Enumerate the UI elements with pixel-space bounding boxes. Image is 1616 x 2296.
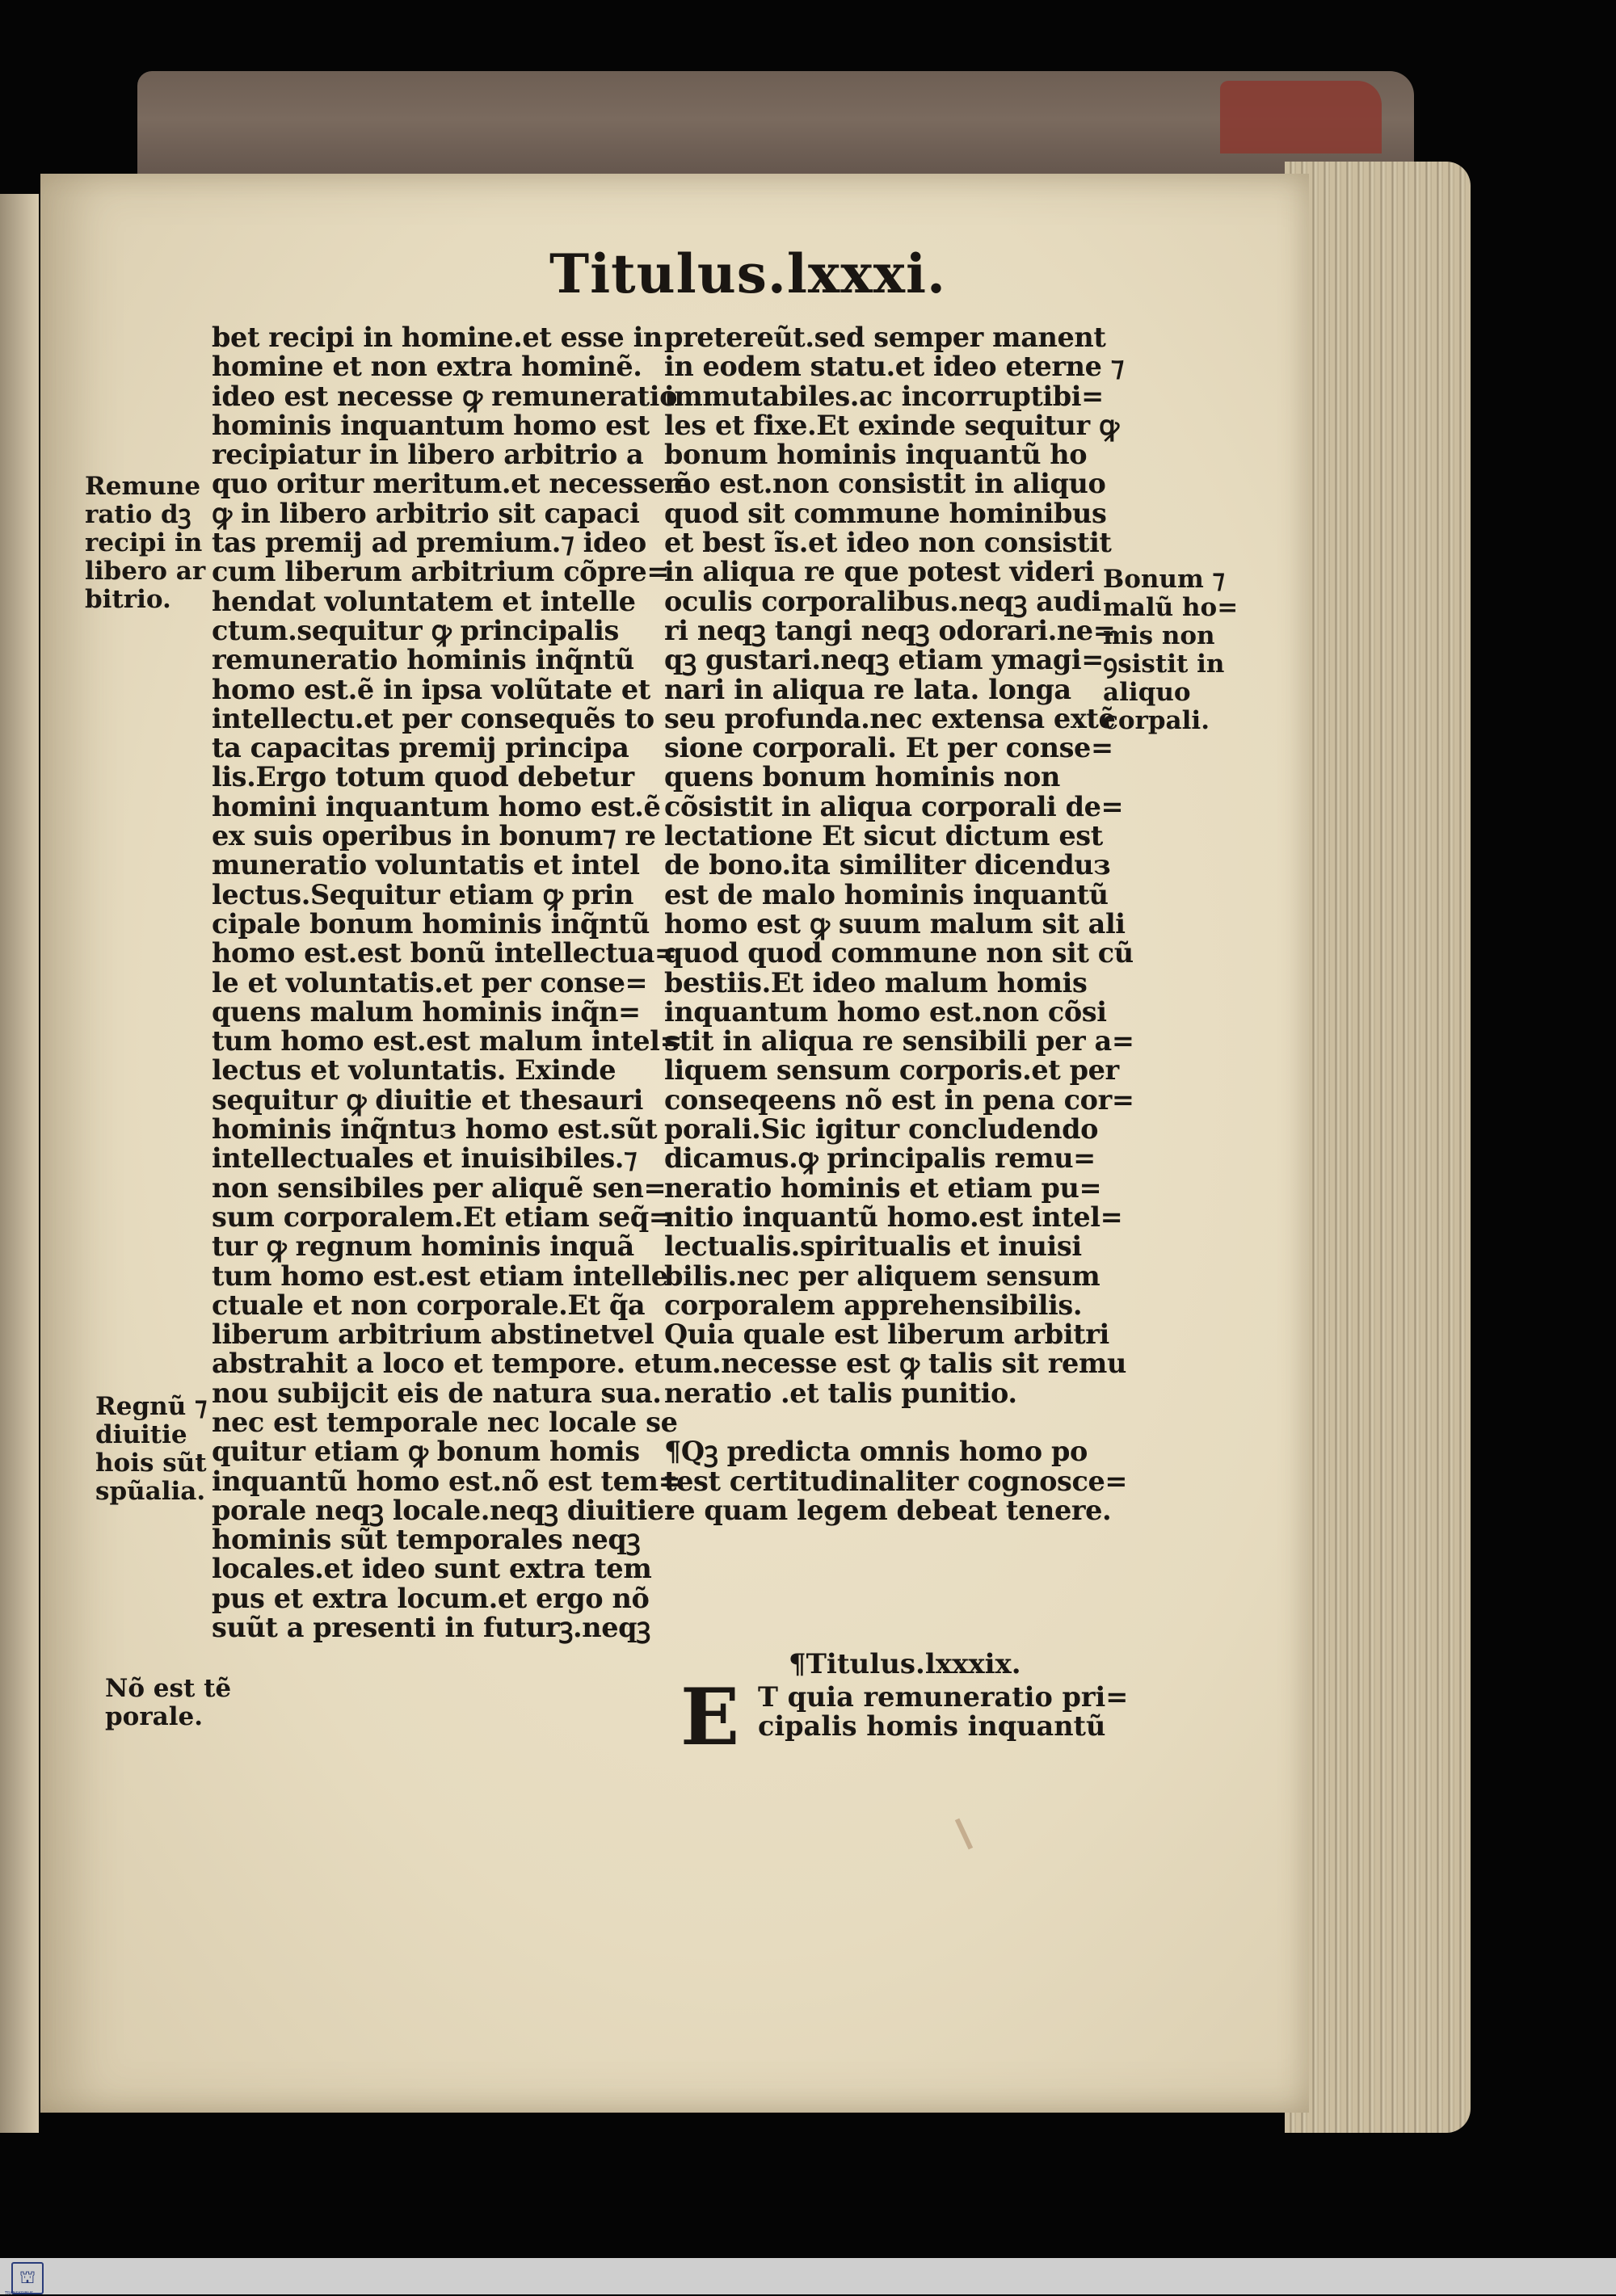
text-line: homo est.est bonũ intellectua= [212,937,677,969]
text-line: hendat voluntatem et intelle [212,585,636,617]
text-line: cipalis homis inquantũ [758,1710,1106,1743]
text-line: tur ꝙ regnum hominis inquã [212,1230,634,1263]
margin-note-line: libero ar [85,557,206,586]
text-line: muneratio voluntatis et intel [212,849,640,881]
text-line: test certitudinaliter cognosce= [664,1465,1128,1497]
text-line: nou subijcit eis de natura sua. [212,1377,662,1409]
cover-leather-patch [1220,81,1382,153]
text-line: cipale bonum hominis inq̃ntũ [212,907,650,940]
text-line: inquantum homo est.non cõsi [664,995,1107,1028]
text-line: corporalem apprehensibilis. [664,1289,1083,1321]
text-line: porali.Sic igitur concludendo [664,1113,1099,1146]
text-line: in aliqua re que potest videri [664,556,1095,588]
text-line: immutabiles.ac incorruptibi= [664,380,1104,412]
margin-note-line: malũ ho= [1103,593,1239,622]
margin-note-remuneratio [85,473,205,614]
margin-note-line: Nõ est tẽ [105,1674,232,1703]
text-line: de bono.ita similiter dicenduз [664,849,1111,881]
text-line: non sensibiles per aliquẽ sen= [212,1171,667,1204]
text-line: homo est.ẽ in ipsa volũtate et [212,673,650,705]
text-line: bilis.nec per aliquem sensum [664,1259,1100,1292]
right-text-column [664,322,1134,1526]
margin-note-non-est [105,1675,231,1731]
text-line: hominis inq̃ntuз homo est.sũt [212,1113,658,1146]
margin-note-regnum [95,1393,207,1506]
margin-note-bonum [1103,566,1238,735]
text-line: um.necesse est ꝙ talis sit remu [664,1348,1126,1380]
margin-note-line: Remune [85,472,201,501]
margin-note-line: corpali. [1103,706,1210,735]
margin-note-line: ꝯsistit in [1103,650,1225,679]
text-line: liberum arbitrium abstinetvel [212,1318,654,1351]
drop-cap: E [680,1672,740,1763]
text-line: conseqeens nõ est in pena cor= [664,1083,1134,1116]
text-line: intellectuales et inuisibiles.⁊ [212,1142,638,1175]
text-line: liquem sensum corporis.et per [664,1054,1119,1087]
text-line: oculis corporalibus.neqꝫ audi [664,585,1101,617]
margin-note-line: diuitie [95,1420,187,1449]
text-line: homo est ꝙ suum malum sit ali [664,907,1126,940]
text-line: suũt a presenti in futurꝫ.neqꝫ [212,1612,650,1644]
text-line: neratio hominis et etiam pu= [664,1171,1102,1204]
text-line: Quia quale est liberum arbitri [664,1318,1109,1351]
text-line: nitio inquantũ homo.est intel= [664,1201,1123,1233]
page-edges [1285,162,1471,2133]
text-line [664,1408,1100,1437]
left-text-column [212,322,692,1644]
page-heading: Titulus.lxxxi. [549,242,947,305]
text-line: homini inquantum homo est.ẽ [212,790,661,822]
margin-note-line: porale. [105,1702,204,1731]
text-line: sione corporali. Et per conse= [664,732,1113,764]
text-line: neratio .et talis punitio. [664,1377,1017,1409]
text-line: lectualis.spiritualis et inuisi [664,1230,1082,1263]
text-line: dicamus.ꝙ principalis remu= [664,1142,1096,1175]
text-line: cum liberum arbitrium cõpre= [212,556,669,588]
text-line: locales.et ideo sunt extra tem [212,1553,652,1585]
text-line: tas premij ad premium.⁊ ideo [212,527,646,559]
text-line: quo oritur meritum.et necesse ẽ [212,468,692,500]
text-line: stit in aliqua re sensibili per a= [664,1025,1134,1058]
text-line: quitur etiam ꝙ bonum homis [212,1436,640,1468]
library-logo-icon: ⛫ [11,2262,44,2294]
text-line: nari in aliqua re lata. longa [664,673,1071,705]
text-line: hominis sũt temporales neqꝫ [212,1524,641,1556]
text-line: recipiatur in libero arbitrio a [212,439,644,471]
text-line: pus et extra locum.et ergo nõ [212,1582,650,1614]
text-line: intellectu.et per consequẽs to [212,702,654,734]
margin-note-line: Bonum ⁊ [1103,565,1225,594]
text-line: ꝙ in libero arbitrio sit capaci [212,497,640,529]
text-line: bonum hominis inquantũ ho [664,439,1088,471]
text-line: le et voluntatis.et per conse= [212,966,648,999]
text-line: hominis inquantum homo est [212,409,650,441]
next-title: ¶Titulus.lxxxix. [789,1648,1021,1680]
viewer-bottom-bar [0,2258,1616,2294]
text-line: T quia remuneratio pri= [758,1681,1129,1713]
text-line: lectus et voluntatis. Exinde [212,1054,617,1087]
text-line: et best ĩs.et ideo non consistit [664,527,1112,559]
text-line: quod sit commune hominibus [664,497,1107,529]
text-line: lectatione Et sicut dictum est [664,820,1103,852]
margin-note-line: recipi in [85,528,203,557]
text-line: tum homo est.est malum intel= [212,1025,683,1058]
text-line: ex suis operibus in bonum⁊ re [212,820,656,852]
text-line: lis.Ergo totum quod debetur [212,761,634,793]
margin-note-line: ratio dꝫ [85,500,191,529]
drop-cap-text [758,1683,1128,1742]
text-line: quens bonum hominis non [664,761,1060,793]
text-line: remuneratio hominis inq̃ntũ [212,644,634,676]
text-line: inquantũ homo est.nõ est tem= [212,1465,681,1497]
margin-note-line: Regnũ ⁊ [95,1392,208,1421]
text-line: bet recipi in homine.et esse in [212,322,663,353]
margin-note-line: bitrio. [85,585,171,614]
text-line: ctum.sequitur ꝙ principalis [212,614,619,646]
text-line: porale neqꝫ locale.neqꝫ diuitie [212,1494,664,1526]
text-line: in eodem statu.et ideo eterne ⁊ [664,351,1125,383]
text-line: nec est temporale nec locale se [212,1406,678,1438]
text-line: cõsistit in aliqua corporali de= [664,790,1124,822]
text-line: sequitur ꝙ diuitie et thesauri [212,1083,643,1116]
text-line: qꝫ gustari.neqꝫ etiam ymagi= [664,644,1104,676]
text-line: ¶Qꝫ predicta omnis homo po [664,1436,1088,1468]
text-line: quens malum hominis inq̃n= [212,995,641,1028]
text-line: abstrahit a loco et tempore. et [212,1348,664,1380]
text-line: les et fixe.Et exinde sequitur ꝙ [664,409,1119,441]
text-line: tum homo est.est etiam intelle [212,1259,668,1292]
margin-note-line: spũalia. [95,1477,206,1506]
margin-note-line: mis non [1103,621,1215,650]
text-line: ri neqꝫ tangi neqꝫ odorari.ne= [664,614,1116,646]
text-line: homine et non extra hominẽ. [212,351,642,383]
left-page-edge [0,194,39,2133]
margin-note-line: aliquo [1103,678,1191,707]
text-line: ideo est necesse ꝙ remuneratio [212,380,678,412]
library-logo-text: TRANSKRIBUS [5,2291,34,2296]
text-line: quod quod commune non sit cũ [664,937,1134,969]
margin-note-line: hois sũt [95,1449,207,1478]
text-line: ta capacitas premij principa [212,732,629,764]
text-line: lectus.Sequitur etiam ꝙ prin [212,878,634,910]
text-line: seu profunda.nec extensa extẽ [664,702,1116,734]
text-line: pretereũt.sed semper manent [664,322,1106,353]
text-line: re quam legem debeat tenere. [664,1494,1112,1526]
text-line: est de malo hominis inquantũ [664,878,1109,910]
text-line: bestiis.Et ideo malum homis [664,966,1088,999]
text-line: sum corporalem.Et etiam seq̃= [212,1201,671,1233]
text-line: mo est.non consistit in aliquo [664,468,1106,500]
text-line: ctuale et non corporale.Et q̃a [212,1289,646,1321]
